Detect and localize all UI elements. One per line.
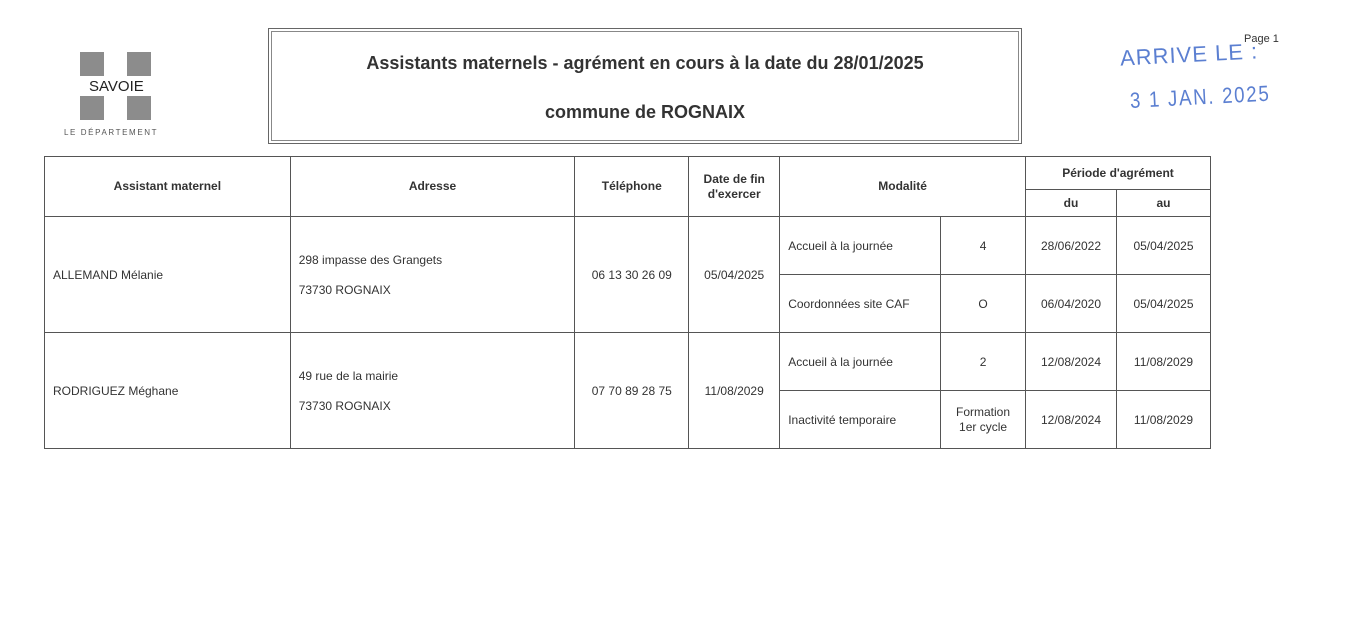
modalite-label: Coordonnées site CAF <box>780 275 941 333</box>
assistant-name: RODRIGUEZ Méghane <box>45 333 291 449</box>
modalite-value: O <box>941 275 1026 333</box>
modalite-value: Formation 1er cycle <box>941 391 1026 449</box>
logo-square-br <box>127 96 151 120</box>
page-number: Page 1 <box>1244 33 1279 45</box>
periode-du: 12/08/2024 <box>1026 333 1117 391</box>
address-line1: 298 impasse des Grangets <box>298 252 443 267</box>
title-box <box>268 28 1022 144</box>
address-cell <box>290 333 575 449</box>
header-adresse: Adresse <box>290 157 575 217</box>
address-line2: 73730 ROGNAIX <box>298 398 391 413</box>
address-cell <box>290 217 575 333</box>
date-fin: 05/04/2025 <box>689 217 780 333</box>
header-periode: Période d'agrément <box>1026 157 1211 190</box>
phone: 07 70 89 28 75 <box>575 333 689 449</box>
periode-au: 11/08/2029 <box>1116 333 1210 391</box>
assistant-name: ALLEMAND Mélanie <box>45 217 291 333</box>
header-assistant: Assistant maternel <box>45 157 291 217</box>
logo-square-tr <box>127 52 151 76</box>
modalite-value: 4 <box>941 217 1026 275</box>
modalite-label: Accueil à la journée <box>780 333 941 391</box>
header-du: du <box>1026 190 1117 217</box>
periode-au: 11/08/2029 <box>1116 391 1210 449</box>
header-date-fin: Date de fin d'exercer <box>689 157 780 217</box>
table-row <box>45 217 1211 275</box>
phone: 06 13 30 26 09 <box>575 217 689 333</box>
arrival-stamp-date: 3 1 JAN. 2025 <box>1129 80 1272 113</box>
periode-du: 28/06/2022 <box>1026 217 1117 275</box>
address-line1: 49 rue de la mairie <box>298 368 399 383</box>
modalite-label: Accueil à la journée <box>780 217 941 275</box>
periode-du: 06/04/2020 <box>1026 275 1117 333</box>
modalite-value: 2 <box>941 333 1026 391</box>
commune-title: commune de ROGNAIX <box>544 102 746 122</box>
periode-au: 05/04/2025 <box>1116 217 1210 275</box>
modalite-label: Inactivité temporaire <box>780 391 941 449</box>
agrement-table <box>44 156 1211 449</box>
header-au: au <box>1116 190 1210 217</box>
document-title: Assistants maternels - agrément en cours à la date du 28/01/2025 <box>366 53 924 73</box>
logo-square-tl <box>80 52 104 76</box>
periode-au: 05/04/2025 <box>1116 275 1210 333</box>
logo-brand: SAVOIE <box>89 78 144 95</box>
header-modalite: Modalité <box>780 157 1026 217</box>
arrival-stamp-label: ARRIVE LE : <box>1119 38 1259 71</box>
logo-square-bl <box>80 96 104 120</box>
periode-du: 12/08/2024 <box>1026 391 1117 449</box>
header-telephone: Téléphone <box>575 157 689 217</box>
table-row <box>45 333 1211 391</box>
savoie-logo <box>62 50 182 140</box>
logo-subtitle: LE DÉPARTEMENT <box>64 128 159 137</box>
address-line2: 73730 ROGNAIX <box>298 282 391 297</box>
date-fin: 11/08/2029 <box>689 333 780 449</box>
